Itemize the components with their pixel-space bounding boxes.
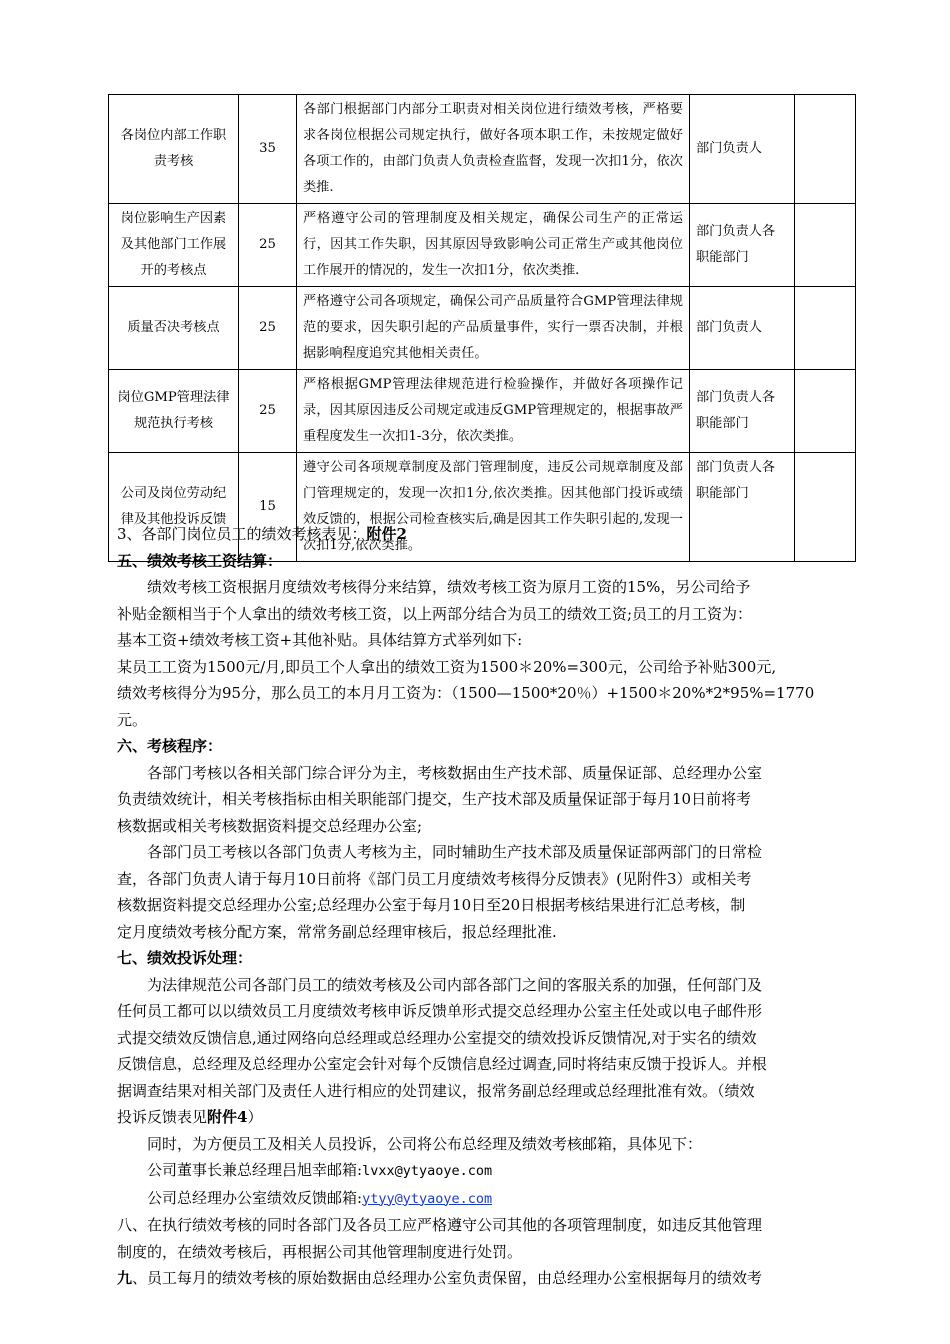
paragraph-line: 绩效考核得分为95分，那么员工的本月月工资为：（1500—1500*20％）+1500＊20%*2*95%=1770: [117, 684, 815, 702]
paragraph-line: 各部门员工考核以各部门负责人考核为主，同时辅助生产技术部及质量保证部两部门的日常检: [147, 843, 763, 861]
paragraph-line: 基本工资+绩效考核工资+其他补贴。具体结算方式举列如下:: [117, 631, 523, 649]
paragraph-line: 绩效考核工资根据月度绩效考核得分来结算，绩效考核工资为原月工资的15%，另公司给予: [147, 578, 751, 596]
paragraph-line: 任何员工都可以以绩效员工月度绩效考核申诉反馈单形式提交总经理办公室主任处或以电子邮件形: [117, 1002, 763, 1020]
body-text: [117, 521, 852, 1292]
criteria-description: 各部门根据部门内部分工职责对相关岗位进行绩效考核，严格要求各岗位根据公司规定执行，做好各项本职工作，未按规定做好各项工作的，由部门负责人负责检查监督，发现一次扣1分，依次类推.: [297, 95, 690, 204]
criteria-owner: 部门负责人各职能部门: [690, 204, 795, 287]
paragraph-line: 据调查结果对相关部门及责任人进行相应的处罚建议，报常务副总经理或总经理批准有效。（绩效: [117, 1081, 755, 1100]
criteria-score: 25: [239, 287, 297, 370]
paragraph-line: 同时，为方便员工及相关人员投诉，公司将公布总经理及绩效考核邮箱，具体见下：: [147, 1134, 703, 1153]
paragraph-line: 补贴金额相当于个人拿出的绩效考核工资，以上两部分结合为员工的绩效工资;员工的月工资为：: [117, 604, 753, 623]
email-line-office: 公司总经理办公室绩效反馈邮箱:ytyy@ytyaoye.com: [147, 1188, 493, 1207]
criteria-name: 岗位GMP管理法律规范执行考核: [109, 370, 239, 453]
paragraph-line: 核数据或相关考核数据资料提交总经理办公室;: [117, 816, 423, 835]
criteria-extra: [795, 287, 856, 370]
table-row: [109, 287, 856, 370]
office-email-link[interactable]: ytyy@ytyaoye.com: [362, 1190, 493, 1207]
criteria-name: 各岗位内部工作职责考核: [109, 95, 239, 204]
section-heading-5: 五、绩效考核工资结算：: [117, 551, 283, 570]
criteria-name: 岗位影响生产因素及其他部门工作展开的考核点: [109, 204, 239, 287]
criteria-score: 25: [239, 370, 297, 453]
criteria-extra: [795, 95, 856, 204]
paragraph-line: 反馈信息，总经理及总经理办公室定会针对每个反馈信息经过调查,同时将结束反馈于投诉人。并根: [117, 1055, 767, 1073]
paragraph-line: 元。: [117, 710, 148, 729]
paragraph-line: 投诉反馈表见附件4）: [117, 1108, 263, 1126]
email-line-chairman: 公司董事长兼总经理吕旭幸邮箱:lvxx@ytyaoye.com: [147, 1161, 493, 1179]
paragraph-line: 制度的，在绩效考核后，再根据公司其他管理制度进行处罚。: [117, 1242, 523, 1261]
paragraph-line: 为法律规范公司各部门员工的绩效考核及公司内部各部门之间的客服关系的加强，任何部门及: [147, 975, 763, 994]
section-8-line: 八、在执行绩效考核的同时各部门及各员工应严格遵守公司其他的各项管理制度，如违反其他管理: [117, 1216, 763, 1234]
paragraph-line: 查，各部门负责人请于每月10日前将《部门员工月度绩效考核得分反馈表》(见附件3）或相关考: [117, 869, 752, 888]
criteria-owner: 部门负责人各职能部门: [690, 370, 795, 453]
section-heading-7: 七、绩效投诉处理：: [117, 949, 253, 967]
attachment-note: 3、各部门岗位员工的绩效考核表见：附件2: [117, 525, 407, 543]
criteria-owner: 部门负责人: [690, 287, 795, 370]
criteria-name: 公司及岗位劳动纪律及其他投诉反馈: [109, 453, 239, 562]
chairman-email: lvxx@ytyaoye.com: [362, 1163, 493, 1179]
criteria-description: 遵守公司各项规章制度及部门管理制度，违反公司规章制度及部门管理规定的，发现一次扣1分,依次类推。因其他部门投诉或绩效反馈的，根据公司检查核实后,确是因其工作失职引起的,发现一次扣1分,依次类推。: [297, 453, 690, 562]
paragraph-line: 定月度绩效考核分配方案，常常务副总经理审核后，报总经理批准.: [117, 922, 557, 941]
criteria-name: 质量否决考核点: [109, 287, 239, 370]
table-row: [109, 204, 856, 287]
kpi-table: [108, 94, 856, 562]
criteria-score: 25: [239, 204, 297, 287]
paragraph-line: 负责绩效统计，相关考核指标由相关职能部门提交，生产技术部及质量保证部于每月10日前将考: [117, 790, 752, 808]
criteria-description: 严格遵守公司各项规定，确保公司产品质量符合GMP管理法律规范的要求，因失职引起的产品质量事件，实行一票否决制，并根据影响程度追究其他相关责任。: [297, 287, 690, 370]
section-heading-6: 六、考核程序：: [117, 737, 223, 755]
criteria-score: 35: [239, 95, 297, 204]
criteria-description: 严格根据GMP管理法律规范进行检验操作，并做好各项操作记录，因其原因违反公司规定或违反GMP管理规定的，根据事故严重程度发生一次扣1-3分，依次类推。: [297, 370, 690, 453]
paragraph-line: 各部门考核以各相关部门综合评分为主，考核数据由生产技术部、质量保证部、总经理办公室: [147, 763, 763, 782]
criteria-description: 严格遵守公司的管理制度及相关规定，确保公司生产的正常运行，因其工作失职，因其原因导致影响公司正常生产或其他岗位工作展开的情况的，发生一次扣1分，依次类推.: [297, 204, 690, 287]
table-row: [109, 95, 856, 204]
criteria-score: 15: [239, 453, 297, 562]
paragraph-line: 某员工工资为1500元/月,即员工个人拿出的绩效工资为1500＊20%=300元，公司给予补贴300元,: [117, 657, 777, 676]
criteria-extra: [795, 204, 856, 287]
section-9-line: 九、员工每月的绩效考核的原始数据由总经理办公室负责保留，由总经理办公室根据每月的绩效考: [117, 1269, 763, 1287]
table-row: [109, 370, 856, 453]
paragraph-line: 核数据资料提交总经理办公室;总经理办公室于每月10日至20日根据考核结果进行汇总考核，制: [117, 896, 746, 914]
criteria-owner: 部门负责人: [690, 95, 795, 204]
paragraph-line: 式提交绩效反馈信息,通过网络向总经理或总经理办公室提交的绩效投诉反馈情况,对于实名的绩效: [117, 1028, 757, 1047]
criteria-owner: 部门负责人各职能部门: [690, 453, 795, 562]
criteria-extra: [795, 370, 856, 453]
